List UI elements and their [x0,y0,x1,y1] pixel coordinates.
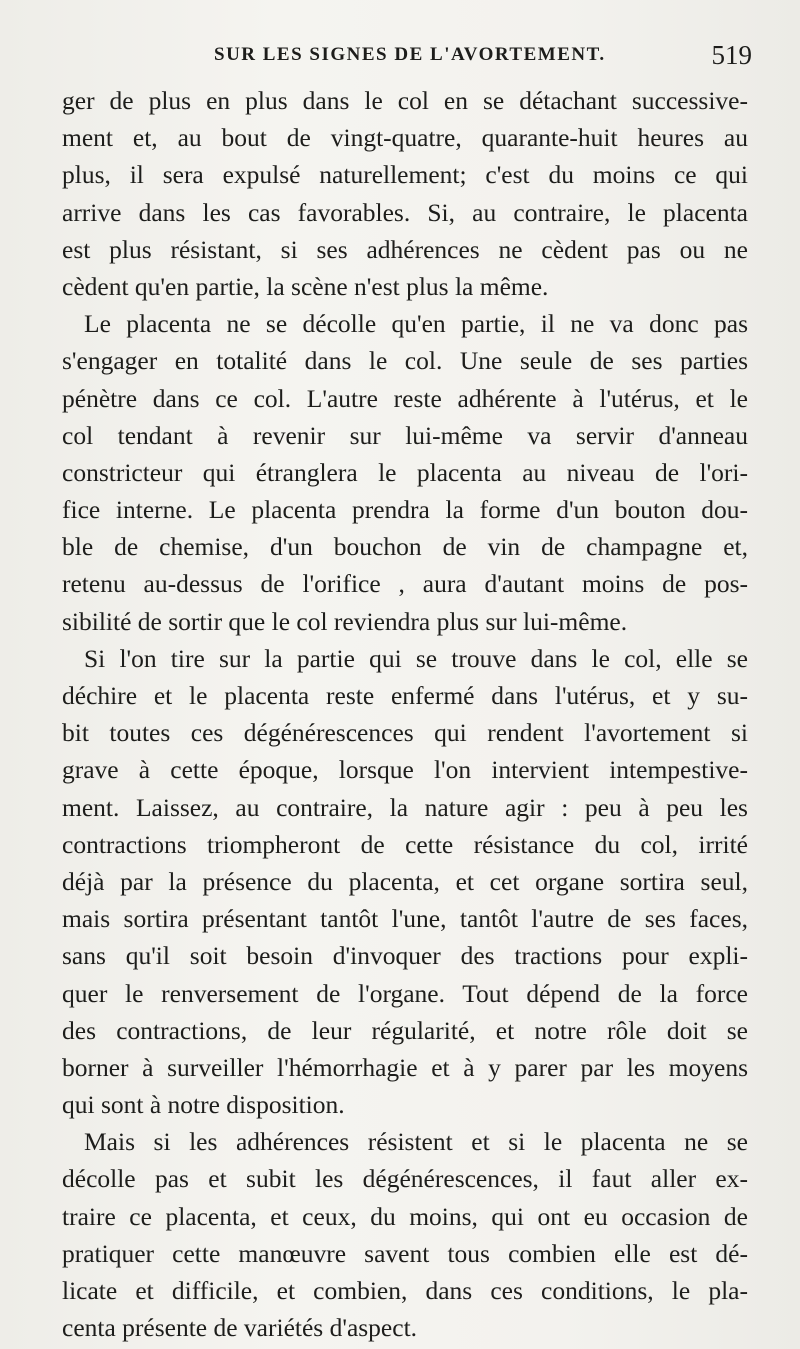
text-line: constricteur qui étranglera le placenta au niveau de l'ori- [62,457,748,487]
body-text [62,82,748,1346]
text-line: borner à surveiller l'hémorrhagie et à y parer par les moyens [62,1052,748,1082]
text-line: ger de plus en plus dans le col en se détachant successive- [62,86,748,115]
text-line: col tendant à revenir sur lui-même va servir d'anneau [62,420,748,450]
text-line: qui sont à notre disposition. [62,1090,345,1120]
text-line: est plus résistant, si ses adhérences ne cèdent pas ou ne [62,234,748,264]
text-line: fice interne. Le placenta prendra la forme d'un bouton dou- [62,495,748,525]
text-line: déjà par la présence du placenta, et cet organe sortira seul, [62,866,748,896]
text-line: arrive dans les cas favorables. Si, au contraire, le placenta [62,197,748,227]
text-line: sans qu'il soit besoin d'invoquer des tractions pour expli- [62,941,748,971]
text-line: pénètre dans ce col. L'autre reste adhérente à l'utérus, et le [62,383,748,413]
text-line: s'engager en totalité dans le col. Une seule de ses parties [62,346,748,376]
text-line: retenu au-dessus de l'orifice , aura d'autant moins de pos- [62,569,748,599]
text-line: bit toutes ces dégénérescences qui rendent l'avortement si [62,718,748,748]
text-line: Mais si les adhérences résistent et si le placenta ne se [84,1127,748,1157]
text-line: quer le renversement de l'organe. Tout dépend de la force [62,978,748,1008]
text-line: ment. Laissez, au contraire, la nature agir : peu à peu les [62,792,748,822]
text-line: cèdent qu'en partie, la scène n'est plus la même. [62,271,549,301]
text-line: centa présente de variétés d'aspect. [62,1313,418,1343]
text-line: traire ce placenta, et ceux, du moins, qui ont eu occasion de [62,1201,748,1231]
text-line: sibilité de sortir que le col reviendra plus sur lui-même. [62,606,628,636]
text-line: décolle pas et subit les dégénérescences, il faut aller ex- [62,1164,748,1194]
text-line: licate et difficile, et combien, dans ces conditions, le pla- [62,1276,748,1305]
text-line: grave à cette époque, lorsque l'on intervient intempestive- [62,755,748,785]
text-line: ment et, au bout de vingt-quatre, quarante-huit heures au [62,123,748,153]
page-header [62,40,752,80]
text-line: des contractions, de leur régularité, et notre rôle doit se [62,1015,748,1045]
text-line: ble de chemise, d'un bouchon de vin de champagne et, [62,532,748,562]
text-line: Si l'on tire sur la partie qui se trouve dans le col, elle se [84,643,748,673]
text-line: contractions triompheront de cette résistance du col, irrité [62,829,748,859]
text-line: Le placenta ne se décolle qu'en partie, il ne va donc pas [84,309,748,339]
text-line: plus, il sera expulsé naturellement; c'est du moins ce qui [62,160,748,190]
running-title: SUR LES SIGNES DE L'AVORTEMENT. [214,44,606,65]
text-line: déchire et le placenta reste enfermé dans l'utérus, et y su- [62,681,748,710]
text-line: pratiquer cette manœuvre savent tous combien elle est dé- [62,1238,748,1268]
text-line: mais sortira présentant tantôt l'une, tantôt l'autre de ses faces, [62,904,748,934]
page-number: 519 [711,40,752,70]
